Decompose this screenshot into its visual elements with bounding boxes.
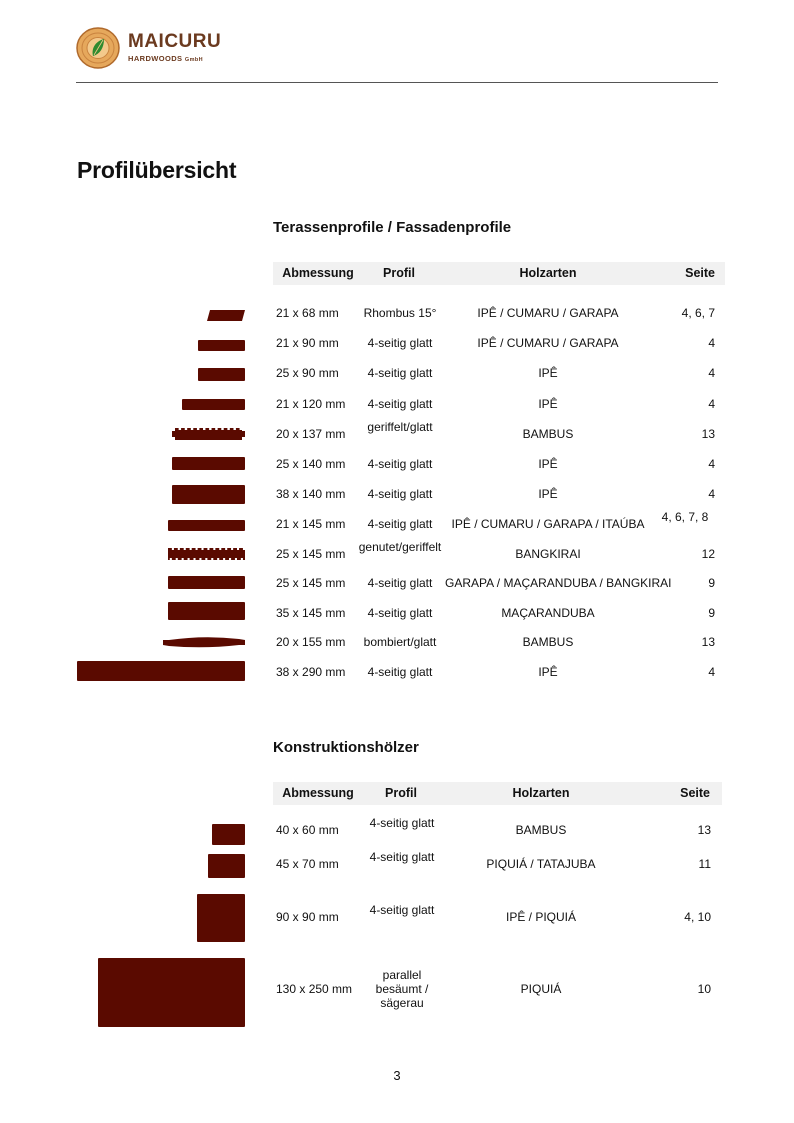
construction-cell-dim: 40 x 60 mm [276,823,339,837]
terrace-profile-shape [181,398,246,411]
terrace-col-abmessung: Abmessung [282,266,354,280]
terrace-cell-profile: geriffelt/glatt [367,420,433,434]
terrace-cell-wood: IPÊ [538,397,558,411]
construction-cell-profile: 4-seitig glatt [369,903,435,917]
terrace-profile-shape [162,636,246,649]
terrace-cell-wood: MAÇARANDUBA [501,606,595,620]
terrace-cell-page: 4, 6, 7, 8 [661,510,709,524]
terrace-cell-page: 4 [708,457,715,471]
construction-section-heading: Konstruktionshölzer [273,739,419,756]
construction-cell-wood: IPÊ / PIQUIÁ [505,910,577,924]
construction-cell-wood: PIQUIÁ [520,982,562,996]
construction-cell-page: 10 [697,982,711,996]
construction-profile-shape [196,893,246,943]
terrace-cell-profile: 4-seitig glatt [367,576,433,590]
terrace-cell-wood: BAMBUS [522,635,574,649]
terrace-cell-profile: 4-seitig glatt [367,517,433,531]
terrace-cell-wood: IPÊ / CUMARU / GARAPA / ITAÚBA [451,517,645,531]
terrace-cell-wood: IPÊ [538,457,558,471]
construction-col-holzarten: Holzarten [512,786,570,800]
terrace-profile-shape [197,339,246,352]
terrace-profile-shape [167,519,246,532]
terrace-cell-wood: IPÊ / CUMARU / GARAPA [477,336,619,350]
terrace-profile-shape [167,575,246,590]
terrace-section-heading: Terassenprofile / Fassadenprofile [273,219,512,236]
terrace-cell-profile: bombiert/glatt [363,635,437,649]
terrace-cell-page: 9 [708,606,715,620]
terrace-cell-dim: 38 x 290 mm [276,665,346,679]
page-title: Profilübersicht [77,157,237,183]
terrace-cell-dim: 21 x 120 mm [276,397,346,411]
terrace-cell-profile: 4-seitig glatt [367,336,433,350]
brand-legal: GmbH [184,57,204,63]
terrace-cell-profile: 4-seitig glatt [367,457,433,471]
terrace-profile-shape [171,456,246,471]
terrace-profile-shape [167,601,246,621]
construction-cell-dim: 90 x 90 mm [276,910,339,924]
terrace-col-holzarten: Holzarten [519,266,577,280]
terrace-cell-wood: IPÊ [538,366,558,380]
terrace-cell-profile: 4-seitig glatt [367,606,433,620]
leaf-in-wood-icon [76,27,120,69]
terrace-profile-shape [167,547,246,561]
construction-cell-page: 4, 10 [684,910,711,924]
terrace-cell-page: 12 [701,547,715,561]
construction-col-profil: Profil [385,786,417,800]
construction-cell-wood: PIQUIÁ / TATAJUBA [486,857,596,871]
terrace-profile-shape [171,484,246,505]
construction-cell-wood: BAMBUS [515,823,567,837]
construction-profile-shape [97,957,246,1028]
terrace-cell-dim: 20 x 155 mm [276,635,346,649]
brand-sub-text: HARDWOODS [128,54,183,63]
terrace-cell-wood: IPÊ [538,487,558,501]
terrace-cell-dim: 25 x 145 mm [276,576,346,590]
terrace-profile-shape [206,309,246,322]
terrace-cell-page: 13 [701,635,715,649]
company-logo [76,27,120,69]
terrace-cell-page: 4 [708,397,715,411]
terrace-cell-wood: BAMBUS [522,427,574,441]
terrace-cell-wood: IPÊ / CUMARU / GARAPA [477,306,619,320]
header-divider [76,82,718,83]
terrace-cell-dim: 20 x 137 mm [276,427,346,441]
terrace-cell-dim: 21 x 90 mm [276,336,339,350]
terrace-cell-profile: genutet/geriffelt [358,540,442,554]
terrace-cell-profile: 4-seitig glatt [367,366,433,380]
brand-subtitle [128,54,203,63]
terrace-cell-dim: 25 x 140 mm [276,457,346,471]
terrace-cell-page: 4 [708,336,715,350]
construction-cell-dim: 45 x 70 mm [276,857,339,871]
terrace-cell-wood: GARAPA / MAÇARANDUBA / BANGKIRAI [445,576,672,590]
terrace-col-seite: Seite [685,266,715,280]
terrace-cell-page: 9 [708,576,715,590]
terrace-cell-page: 4 [708,665,715,679]
construction-col-abmessung: Abmessung [282,786,354,800]
terrace-cell-dim: 35 x 145 mm [276,606,346,620]
terrace-cell-dim: 38 x 140 mm [276,487,346,501]
construction-profile-shape [211,823,246,846]
terrace-cell-dim: 25 x 145 mm [276,547,346,561]
terrace-cell-page: 4 [708,487,715,501]
construction-cell-profile: 4-seitig glatt [369,850,435,864]
terrace-cell-dim: 21 x 68 mm [276,306,339,320]
page-number: 3 [393,1068,401,1083]
terrace-cell-profile: 4-seitig glatt [367,665,433,679]
construction-col-seite: Seite [680,786,710,800]
construction-cell-page: 11 [698,857,711,871]
terrace-cell-page: 4, 6, 7 [681,306,715,320]
brand-name: MAICURU [128,31,222,52]
construction-profile-shape [207,853,246,879]
terrace-cell-wood: IPÊ [538,665,558,679]
construction-cell-dim: 130 x 250 mm [276,982,353,996]
terrace-cell-profile: 4-seitig glatt [367,397,433,411]
terrace-cell-profile: 4-seitig glatt [367,487,433,501]
terrace-cell-dim: 25 x 90 mm [276,366,339,380]
terrace-col-profil: Profil [383,266,415,280]
construction-cell-profile: 4-seitig glatt [369,816,435,830]
construction-cell-page: 13 [697,823,711,837]
terrace-cell-wood: BANGKIRAI [515,547,581,561]
terrace-profile-shape [171,427,246,441]
terrace-profile-shape [197,367,246,382]
terrace-cell-page: 4 [708,366,715,380]
terrace-cell-profile: Rhombus 15° [363,306,437,320]
terrace-profile-shape [76,660,246,682]
terrace-cell-page: 13 [701,427,715,441]
construction-cell-profile: parallel besäumt / sägerau [375,968,429,1010]
terrace-cell-dim: 21 x 145 mm [276,517,346,531]
